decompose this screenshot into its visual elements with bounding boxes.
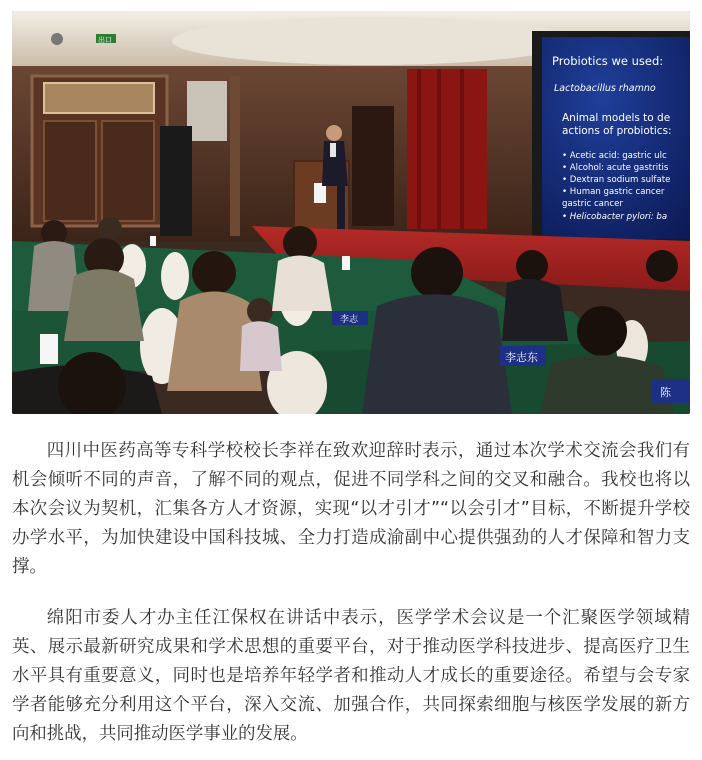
slide-bullet: • Human gastric cancer: [562, 187, 665, 197]
exit-sign-text: 出口: [98, 36, 112, 44]
slide-subheading: Animal models to de: [562, 112, 671, 124]
name-card-text: 陈: [660, 386, 671, 399]
article-paragraph: 绵阳市委人才办主任江保权在讲话中表示，医学学术会议是一个汇聚医学领域精英、展示最新研究成果和学术思想的重要平台，对于推动医学科技进步、提高医疗卫生水平具有重要意义，同时也是培养年轻学者和推动人才成长的重要途径。希望与会专家学者能够充分利用这个平台，深入交流、加强合作，共同探索细胞与核医学发展的新方向和挑战，共同推动医学事业的发展。: [12, 608, 690, 744]
conference-scene: [12, 11, 690, 414]
slide-heading: Probiotics we used:: [552, 54, 664, 68]
slide-bullet: • Alcohol: acute gastritis: [562, 163, 669, 173]
name-card: [652, 379, 690, 403]
slide-bullet: • Acetic acid: gastric ulc: [562, 151, 667, 161]
slide-bullet: gastric cancer: [562, 199, 623, 209]
conference-photo: [12, 11, 690, 414]
slide-bullet: • Helicobacter pylori: ba: [562, 212, 668, 222]
slide-subheading: actions of probiotics:: [562, 125, 672, 137]
name-card-text: 李志东: [505, 351, 538, 364]
name-card-text: 李志: [340, 315, 359, 325]
slide-line: Lactobacillus rhamno: [554, 83, 656, 94]
article-paragraph: 四川中医药高等专科学校校长李祥在致欢迎辞时表示，通过本次学术交流会我们有机会倾听不同的声音，了解不同的观点，促进不同学科之间的交叉和融合。我校也将以本次会议为契机，汇集各方人才资源，实现“以才引才”“以会引才”目标，不断提升学校办学水平，为加快建设中国科技城、全力打造成渝副中心提供强劲的人才保障和智力支撑。: [12, 441, 690, 577]
slide-bullet: • Dextran sodium sulfate: [562, 175, 671, 185]
